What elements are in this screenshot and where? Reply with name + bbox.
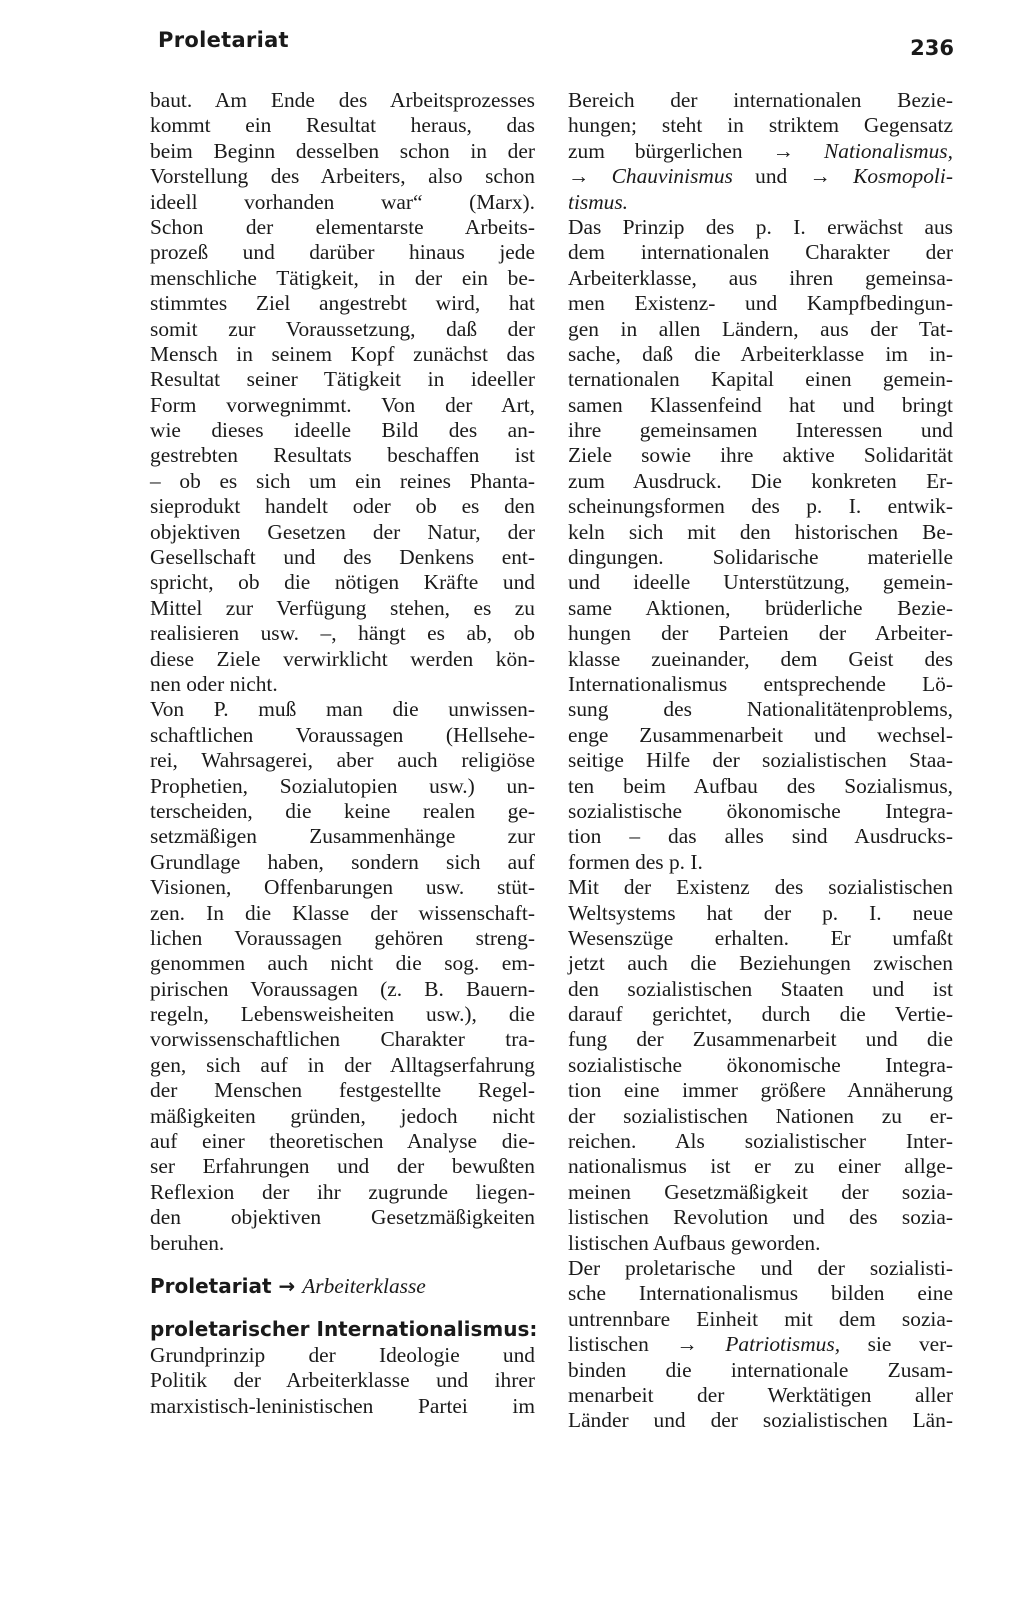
cross-reference: Kosmopoli-	[853, 164, 953, 189]
cross-reference: Chauvinismus	[611, 164, 733, 189]
text-line: Mensch in seinem Kopf zunächst das	[150, 341, 535, 366]
text-fragment: und	[755, 164, 788, 189]
paragraph-weltsystem	[568, 875, 953, 1256]
paragraph-patriotismus	[568, 1256, 953, 1434]
text-line: Arbeiterklasse, aus ihren gemeinsa-	[568, 265, 953, 290]
cross-reference-arrow-icon: →	[772, 138, 794, 163]
text-line: lichen Voraussagen gehören streng-	[150, 925, 535, 950]
text-line: Mittel zur Verfügung stehen, es zu	[150, 595, 535, 620]
text-line: fung der Zusammenarbeit und die	[568, 1027, 953, 1052]
text-line: genommen auch nicht die sog. em-	[150, 951, 535, 976]
text-line: Grundlage haben, sondern sich auf	[150, 849, 535, 874]
text-fragment: listischen	[568, 1332, 649, 1357]
text-line: setzmäßigen Zusammenhänge zur	[150, 824, 535, 849]
cross-reference: Arbeiterklasse	[302, 1273, 426, 1298]
text-line: baut. Am Ende des Arbeitsprozesses	[150, 88, 535, 112]
text-line: prozeß und darüber hinaus jede	[150, 240, 535, 265]
text-line: enge Zusammenarbeit und wechsel-	[568, 722, 953, 747]
text-line: sozialistische ökonomische Integra-	[568, 798, 953, 823]
text-line: ten beim Aufbau des Sozialismus,	[568, 773, 953, 798]
entry-gap	[150, 1256, 535, 1274]
text-line: Ziele sowie ihre aktive Solidarität	[568, 443, 953, 468]
text-line: vorwissenschaftlichen Charakter tra-	[150, 1027, 535, 1052]
text-line: tion eine immer größere Annäherung	[568, 1078, 953, 1103]
text-line: sung des Nationalitätenproblems,	[568, 697, 953, 722]
right-column	[568, 88, 953, 1434]
text-line: den objektiven Gesetzmäßigkeiten	[150, 1205, 535, 1230]
text-line: dingungen. Solidarische materielle	[568, 545, 953, 570]
text-line: diese Ziele verwirklicht werden kön-	[150, 646, 535, 671]
paragraph-intro	[150, 88, 535, 697]
text-fragment: zum bürgerlichen	[568, 138, 743, 163]
text-line: sache, daß die Arbeiterklasse im in-	[568, 341, 953, 366]
text-line: objektiven Gesetzen der Natur, der	[150, 519, 535, 544]
text-line: hungen; steht in striktem Gegensatz	[568, 113, 953, 138]
text-line: Visionen, Offenbarungen usw. stüt-	[150, 875, 535, 900]
text-line: Das Prinzip des p. I. erwächst aus	[568, 214, 953, 239]
text-line: beruhen.	[150, 1230, 225, 1255]
text-line: und ideelle Unterstützung, gemein-	[568, 570, 953, 595]
text-line: Internationalismus entsprechende Lö-	[568, 671, 953, 696]
running-title: Proletariat	[158, 28, 289, 52]
text-line: Mit der Existenz des sozialistischen	[568, 875, 953, 900]
text-line: regeln, Lebensweisheiten usw.), die	[150, 1002, 535, 1027]
text-line: realisieren usw. –, hängt es ab, ob	[150, 621, 535, 646]
text-line: auf einer theoretischen Analyse die-	[150, 1129, 535, 1154]
text-line: scheinungsformen des p. I. entwik-	[568, 494, 953, 519]
text-line: zen. In die Klasse der wissenschaft-	[150, 900, 535, 925]
text-line: binden die internationale Zusam-	[568, 1357, 953, 1382]
running-header	[158, 28, 954, 68]
cross-reference-arrow-icon: →	[676, 1332, 698, 1357]
text-line: reichen. Als sozialistischer Inter-	[568, 1129, 953, 1154]
text-line: gen, sich auf in der Alltagserfahrung	[150, 1052, 535, 1077]
text-line: – ob es sich um ein reines Phanta-	[150, 468, 535, 493]
text-line: zum Ausdruck. Die konkreten Er-	[568, 468, 953, 493]
text-fragment: sie ver-	[867, 1332, 953, 1357]
text-line: sieprodukt handelt oder ob es den	[150, 494, 535, 519]
text-line: somit zur Voraussetzung, daß der	[150, 316, 535, 341]
text-line: ser Erfahrungen und der bewußten	[150, 1154, 535, 1179]
text-line: mäßigkeiten gründen, jedoch nicht	[150, 1103, 535, 1128]
text-line: Schon der elementarste Arbeits-	[150, 214, 535, 239]
text-line: menschliche Tätigkeit, in der ein be-	[150, 265, 535, 290]
text-line: beim Beginn desselben schon in der	[150, 138, 535, 163]
text-line: Gesellschaft und des Denkens ent-	[150, 545, 535, 570]
text-line: men Existenz- und Kampfbedingun-	[568, 291, 953, 316]
text-line: untrennbare Einheit mit dem sozia-	[568, 1306, 953, 1331]
cross-reference: tismus.	[568, 189, 629, 214]
text-line: klasse zueinander, dem Geist des	[568, 646, 953, 671]
text-line: marxistisch-leninistischen Partei im	[150, 1393, 535, 1418]
text-line: ternationalen Kapital einen gemein-	[568, 367, 953, 392]
cross-reference: Nationalismus,	[824, 138, 953, 163]
paragraph-definition-cont	[568, 88, 953, 215]
entry-headword-internationalismus: proletarischer Internationalismus:	[150, 1317, 538, 1342]
text-line: den sozialistischen Staaten und ist	[568, 976, 953, 1001]
text-line: Der proletarische und der sozialisti-	[568, 1255, 953, 1280]
text-line: tion – das alles sind Ausdrucks-	[568, 824, 953, 849]
text-line: ideell vorhanden war“ (Marx).	[150, 189, 535, 214]
text-line: samen Klassenfeind hat und bringt	[568, 392, 953, 417]
text-line: Vorstellung des Arbeiters, also schon	[150, 164, 535, 189]
text-line	[568, 190, 953, 215]
text-line: dem internationalen Charakter der	[568, 240, 953, 265]
text-line: der sozialistischen Nationen zu er-	[568, 1103, 953, 1128]
text-line: same Aktionen, brüderliche Bezie-	[568, 595, 953, 620]
text-line: Länder und der sozialistischen Län-	[568, 1408, 953, 1433]
text-line: nen oder nicht.	[150, 671, 278, 696]
text-line: sche Internationalismus bilden eine	[568, 1281, 953, 1306]
paragraph-prinzip	[568, 215, 953, 875]
text-line: ihre gemeinsamen Interessen und	[568, 418, 953, 443]
text-line: hungen der Parteien der Arbeiter-	[568, 621, 953, 646]
text-line: listischen Aufbaus geworden.	[568, 1230, 821, 1255]
text-line: Grundprinzip der Ideologie und	[150, 1342, 535, 1367]
cross-reference-arrow-icon: →	[568, 164, 590, 189]
page-number: 236	[910, 36, 954, 60]
text-line: Bereich der internationalen Bezie-	[568, 88, 953, 112]
text-line: der Menschen festgestellte Regel-	[150, 1078, 535, 1103]
text-line: Von P. muß man die unwissen-	[150, 697, 535, 722]
text-line: Prophetien, Sozialutopien usw.) un-	[150, 773, 535, 798]
text-line: menarbeit der Werktätigen aller	[568, 1382, 953, 1407]
text-line: Politik der Arbeiterklasse und ihrer	[150, 1368, 535, 1393]
text-line: schaftlichen Voraussagen (Hellsehe-	[150, 722, 535, 747]
text-line: seitige Hilfe der sozialistischen Staa-	[568, 748, 953, 773]
text-line: Wesenszüge erhalten. Er umfaßt	[568, 925, 953, 950]
text-line: sozialistische ökonomische Integra-	[568, 1052, 953, 1077]
text-line: Resultat seiner Tätigkeit in ideeller	[150, 367, 535, 392]
text-line: Form vorwegnimmt. Von der Art,	[150, 392, 535, 417]
paragraph-voraussagen	[150, 697, 535, 1256]
entry-proletariat	[150, 1274, 535, 1299]
text-line: nationalismus ist er zu einer allge-	[568, 1154, 953, 1179]
text-line: stimmtes Ziel angestrebt wird, hat	[150, 291, 535, 316]
text-line: pirischen Voraussagen (z. B. Bauern-	[150, 976, 535, 1001]
cross-reference-arrow-icon: →	[278, 1273, 296, 1298]
entry-definition	[150, 1343, 535, 1419]
cross-reference: Patriotismus,	[725, 1332, 841, 1357]
text-line	[568, 1332, 953, 1357]
text-line: meinen Gesetzmäßigkeit der sozia-	[568, 1179, 953, 1204]
text-line: spricht, ob die nötigen Kräfte und	[150, 570, 535, 595]
text-line: listischen Revolution und des sozia-	[568, 1205, 953, 1230]
text-line: rei, Wahrsagerei, aber auch religiöse	[150, 748, 535, 773]
cross-reference-arrow-icon: →	[809, 164, 831, 189]
text-line: darauf gerichtet, durch die Vertie-	[568, 1002, 953, 1027]
text-line: gen in allen Ländern, aus der Tat-	[568, 316, 953, 341]
text-line: Weltsystems hat der p. I. neue	[568, 900, 953, 925]
text-line: jetzt auch die Beziehungen zwischen	[568, 951, 953, 976]
entry-gap	[150, 1299, 535, 1317]
text-line: wie dieses ideelle Bild des an-	[150, 418, 535, 443]
text-line: gestrebten Resultats beschaffen ist	[150, 443, 535, 468]
text-line	[568, 164, 953, 189]
text-line: terscheiden, die keine realen ge-	[150, 798, 535, 823]
text-line: keln sich mit den historischen Be-	[568, 519, 953, 544]
text-line: Reflexion der ihr zugrunde liegen-	[150, 1179, 535, 1204]
entry-headword: Proletariat	[150, 1273, 272, 1298]
text-line	[568, 139, 953, 164]
text-line: formen des p. I.	[568, 849, 703, 874]
text-line: kommt ein Resultat heraus, das	[150, 113, 535, 138]
left-column	[150, 88, 538, 1419]
